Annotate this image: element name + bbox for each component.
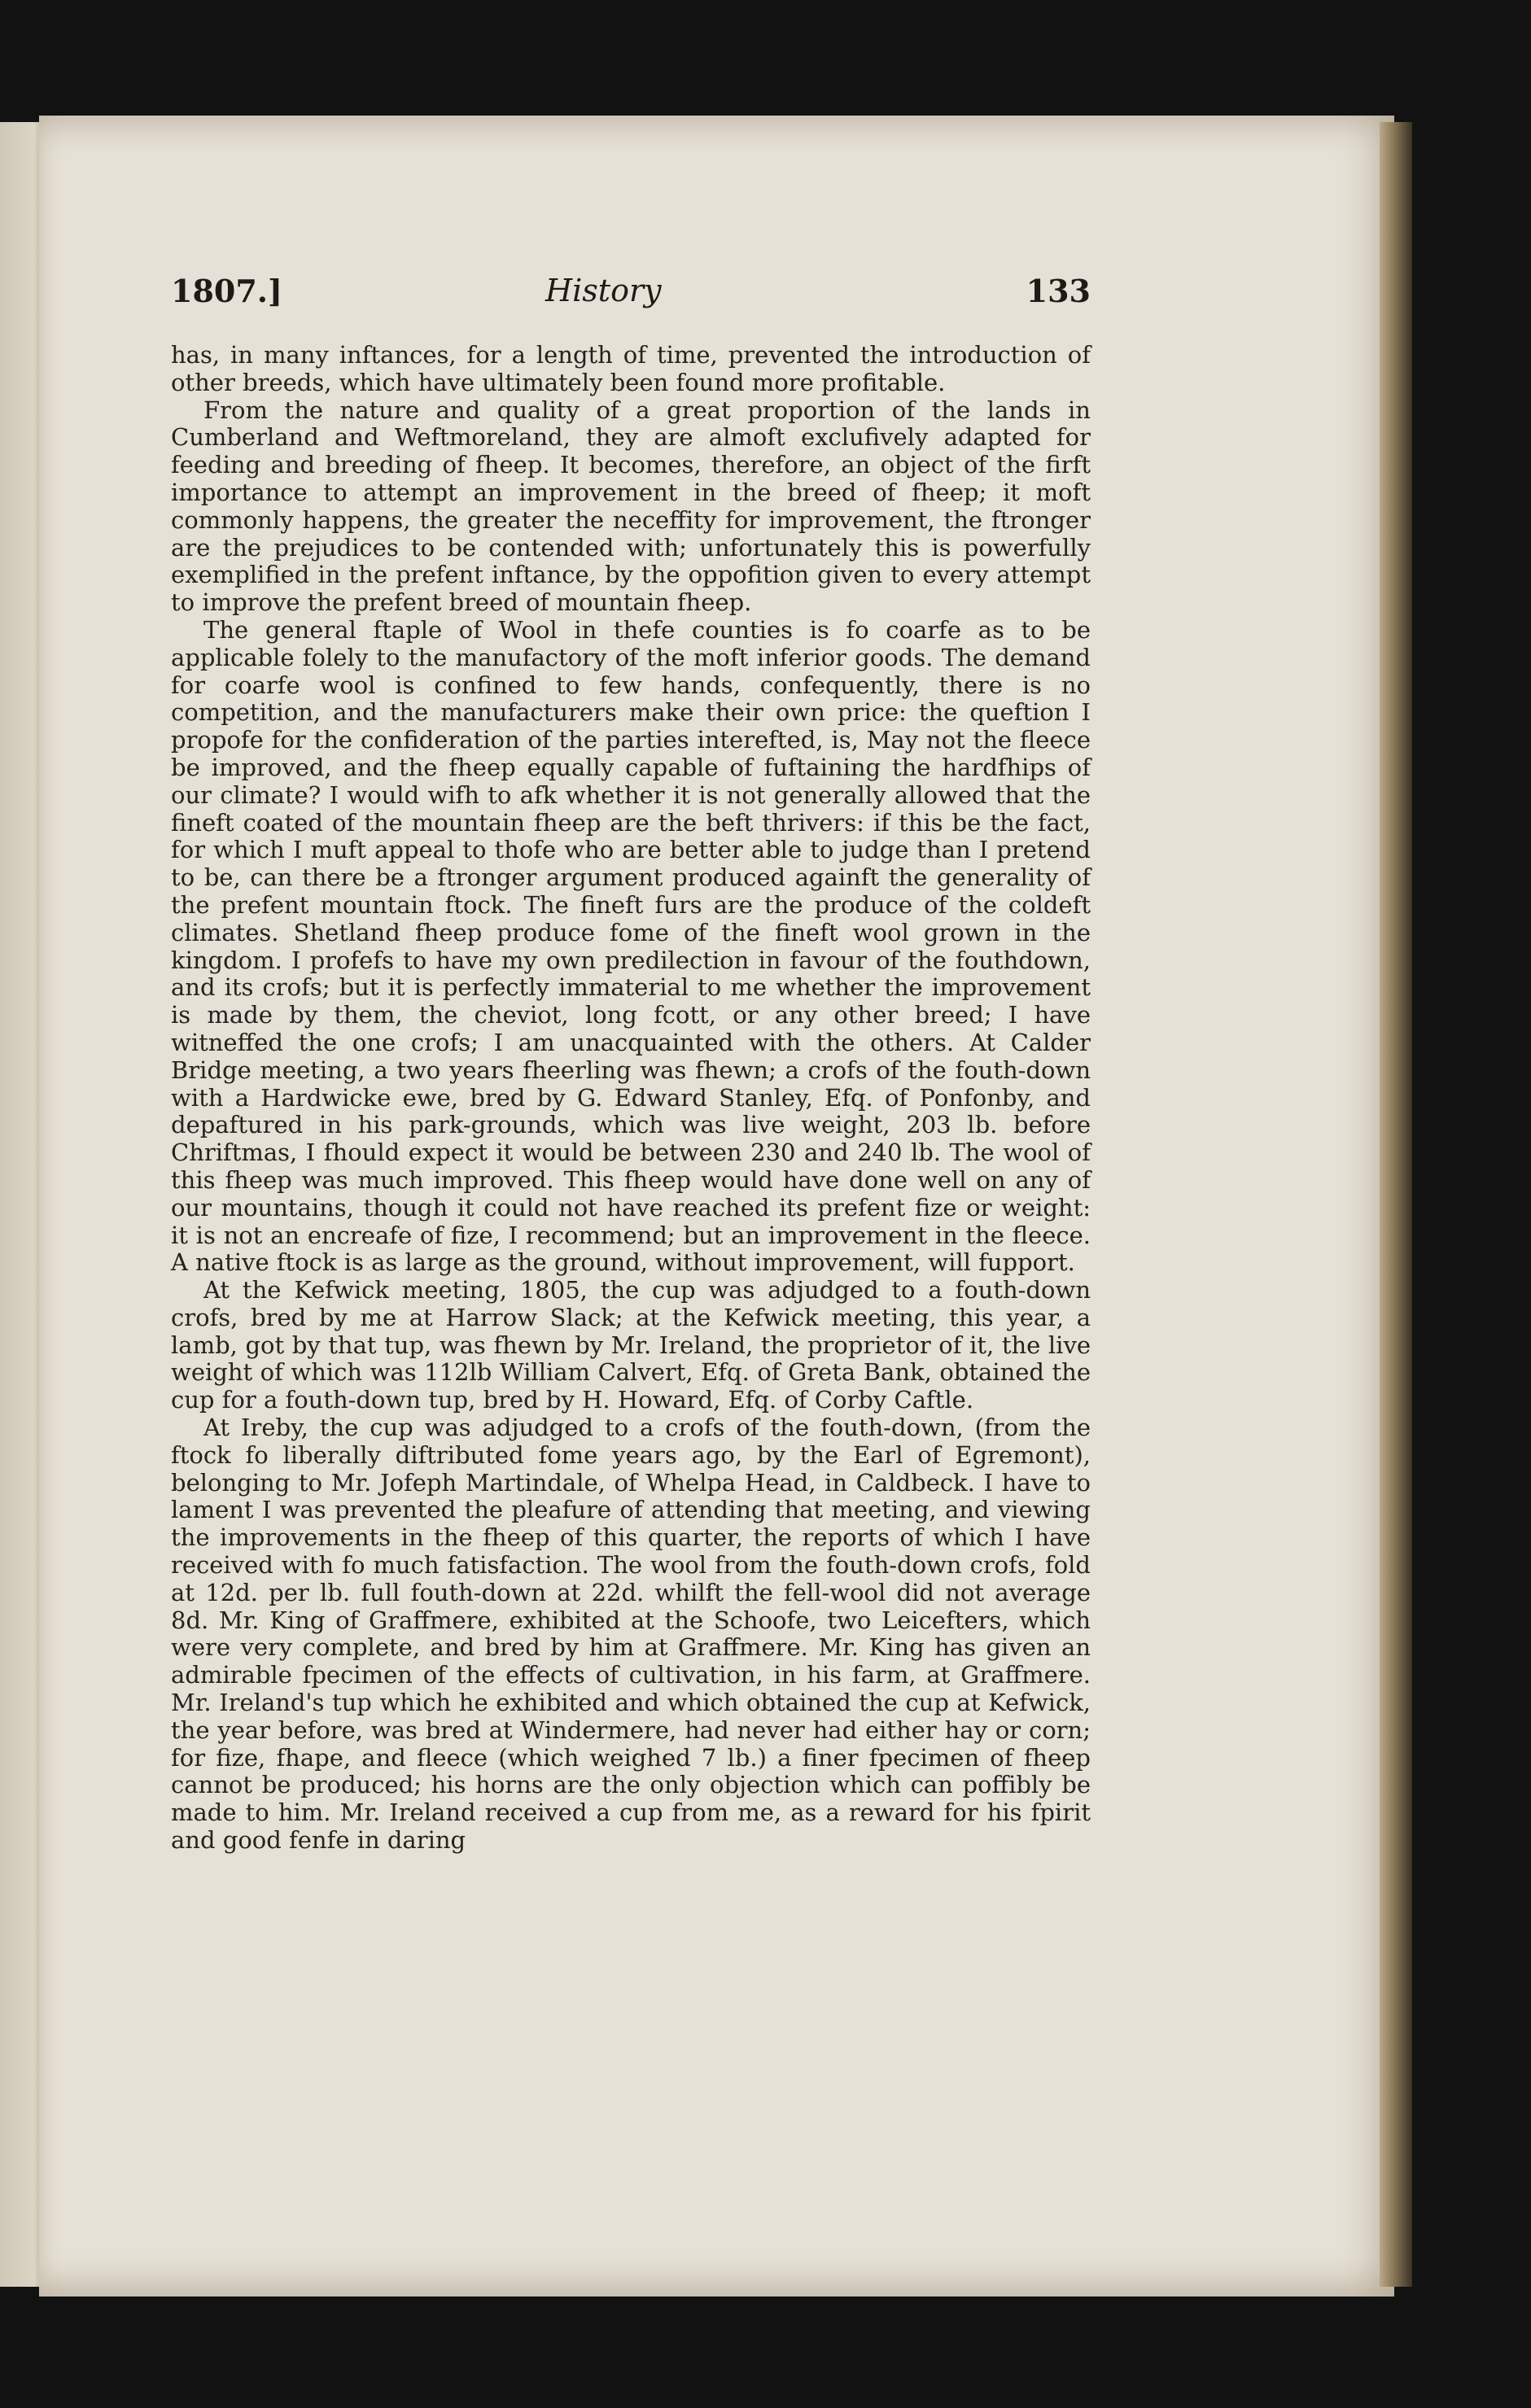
paragraph-5: At Ireby, the cup was adjudged to a crofs of the fouth-down, (from the ftock fo liberally diftributed fome years ago, by the Earl of Egremont), belonging to Mr. Jofeph Martindale, of Whelpa Head, in Caldbeck. I have to lament I was prevented the pleafure of attending that meeting, and viewing the improvements in the fheep of this quarter, the reports of which I have received with fo much fatisfaction. The wool from the fouth-down crofs, fold at 12d. per lb. full fouth-down at 22d. whilft the fell-wool did not average 8d. Mr. King of Graffmere, exhibited at the Schoofe, two Leicefters, which were very complete, and bred by him at Graffmere. Mr. King has given an admirable fpecimen of the effects of cultivation, in his farm, at Graffmere. Mr. Ireland's tup which he exhibited and which obtained the cup at Kefwick, the year before, was bred at Windermere, had never had either hay or corn; for fize, fhape, and fleece (which weighed 7 lb.) a finer fpecimen of fheep cannot be produced; his horns are the only objection which can poffibly be made to him. Mr. Ireland received a cup from me, as a reward for his fpirit and good fenfe in daring <box>171 1414 1091 1855</box>
paragraph-1: has, in many inftances, for a length of time, prevented the introduction of other breeds, which have ultimately been found more profitable. <box>171 341 1091 396</box>
header-title: History <box>545 273 662 308</box>
paragraph-2: From the nature and quality of a great proportion of the lands in Cumberland and Weftmoreland, they are almoft exclufively adapted for feeding and breeding of fheep. It becomes, therefore, an object of the firft importance to attempt an improvement in the breed of fheep; it moft commonly happens, the greater the neceffity for improvement, the ftronger are the prejudices to be contended with; unfortunately this is powerfully exemplified in the prefent inftance, by the oppofition given to every attempt to improve the prefent breed of mountain fheep. <box>171 396 1091 617</box>
paragraph-3: The general ftaple of Wool in thefe counties is fo coarfe as to be applicable folely to the manufactory of the moft inferior goods. The demand for coarfe wool is confined to few hands, confequently, there is no competition, and the manufacturers make their own price: the queftion I propofe for the confideration of the parties interefted, is, May not the fleece be improved, and the fheep equally capable of fuftaining the hardfhips of our climate? I would wifh to afk whether it is not generally allowed that the fineft coated of the mountain fheep are the beft thrivers: if this be the fact, for which I muft appeal to thofe who are better able to judge than I pretend to be, can there be a ftronger argument produced againft the generality of the prefent mountain ftock. The fineft furs are the produce of the coldeft climates. Shetland fheep produce fome of the fineft wool grown in the kingdom. I profefs to have my own predilection in favour of the fouthdown, and its crofs; but it is perfectly immaterial to me whether the improvement is made by them, the cheviot, long fcott, or any other breed; I have witneffed the one crofs; I am unacquainted with the others. At Calder Bridge meeting, a two years fheerling was fhewn; a crofs of the fouth-down with a Hardwicke ewe, bred by G. Edward Stanley, Efq. of Ponfonby, and depaftured in his park-grounds, which was live weight, 203 lb. before Chriftmas, I fhould expect it would be between 230 and 240 lb. The wool of this fheep was much improved. This fheep would have done well on any of our mountains, though it could not have reached its prefent fize or weight: it is not an encreafe of fize, I recommend; but an improvement in the fleece. A native ftock is as large as the ground, without improvement, will fupport. <box>171 615 1091 1277</box>
page-fore-edge <box>1380 122 1412 2287</box>
header-year: 1807.] <box>171 273 282 309</box>
paragraph-4: At the Kefwick meeting, 1805, the cup was adjudged to a fouth-down crofs, bred by me at Harrow Slack; at the Kefwick meeting, this year, a lamb, got by that tup, was fhewn by Mr. Ireland, the proprietor of it, the live weight of which was 112lb William Calvert, Efq. of Greta Bank, obtained the cup for a fouth-down tup, bred by H. Howard, Efq. of Corby Caftle. <box>171 1276 1091 1414</box>
page-number: 133 <box>1026 273 1091 309</box>
body-text <box>171 342 1091 1855</box>
running-head <box>171 273 1091 321</box>
